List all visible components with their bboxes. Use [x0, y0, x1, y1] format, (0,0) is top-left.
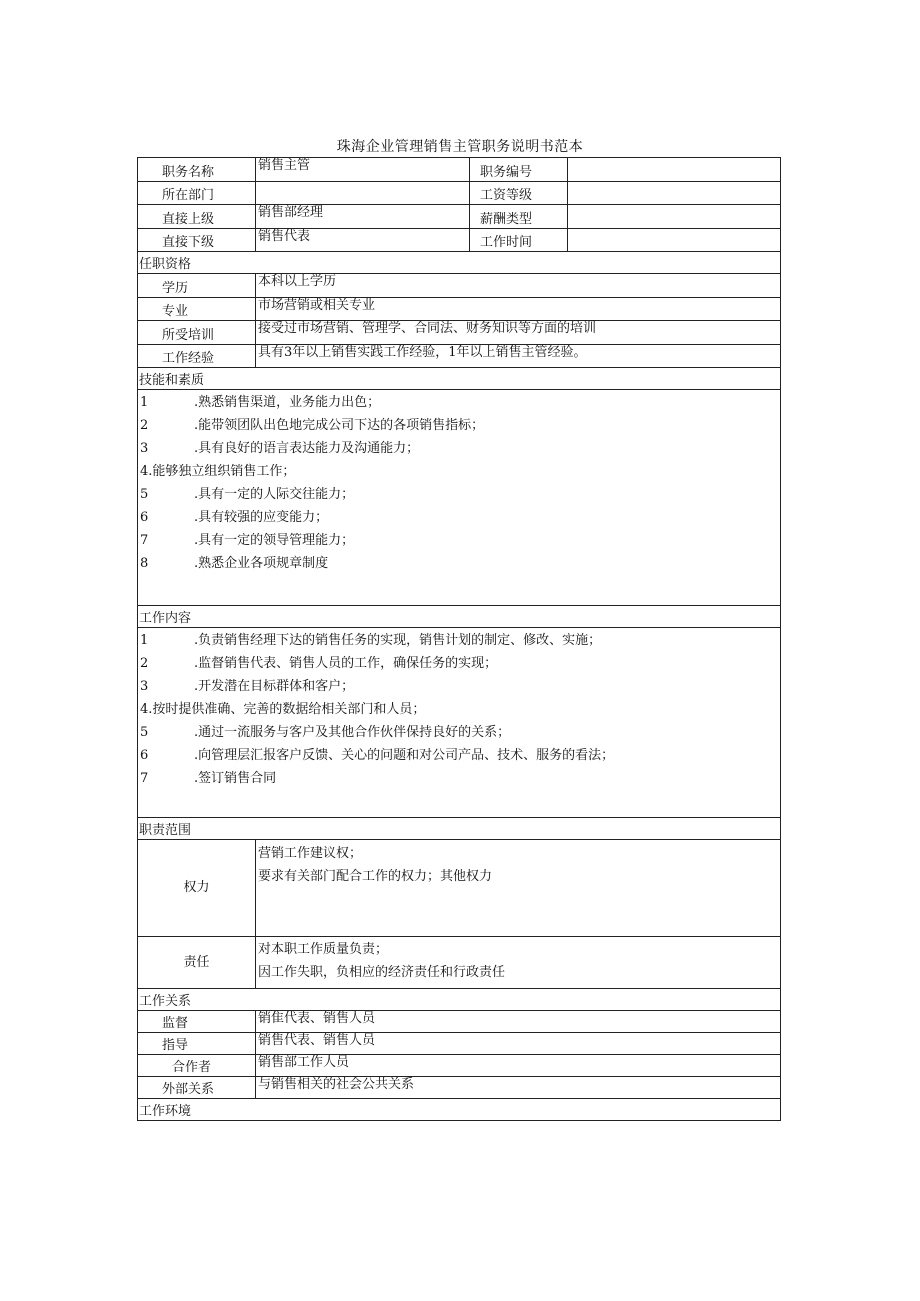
item-text: .负责销售经理下达的销售任务的实现，销售计划的制定、修改、实施；	[194, 633, 602, 648]
list-item	[140, 744, 778, 767]
item-text: .能带领团队出色地完成公司下达的各项销售指标；	[194, 418, 485, 433]
scope-heading: 职责范围	[138, 818, 781, 840]
list-item	[140, 460, 778, 483]
item-number: 4	[140, 702, 149, 717]
basic-label: 薪酬类型	[470, 205, 568, 229]
qualification-value: 本科以上学历	[256, 274, 781, 298]
item-text: .熟悉企业各项规章制度	[194, 556, 329, 571]
item-text: .向管理层汇报客户反馈、关心的问题和对公司产品、技术、服务的看法；	[194, 748, 615, 763]
list-item	[140, 437, 778, 460]
list-item	[140, 721, 778, 744]
duties-row	[138, 628, 781, 818]
responsibility-value	[256, 937, 781, 989]
relation-label: 指导	[138, 1033, 256, 1055]
relation-row	[138, 1077, 781, 1099]
qualification-row	[138, 345, 781, 368]
item-text: .通过一流服务与客户及其他合作伙伴保持良好的关系；	[194, 725, 511, 740]
authority-line: 要求有关部门配合工作的权力；其他权力	[258, 869, 493, 884]
relation-value: 销隹代表、销售人员	[256, 1011, 781, 1033]
item-text: .按时提供准确、完善的数据给相关部门和人员；	[148, 702, 426, 717]
basic-row	[138, 158, 781, 182]
item-text: .具有良好的语言表达能力及沟通能力；	[194, 441, 420, 456]
relation-value: 销售代表、销售人员	[256, 1033, 781, 1055]
relations-heading: 工作关系	[138, 989, 781, 1011]
basic-label: 工资等级	[470, 182, 568, 205]
list-item	[140, 483, 778, 506]
list-item	[140, 698, 778, 721]
responsibility-label: 责任	[138, 937, 256, 989]
qualification-label: 所受培训	[138, 321, 256, 345]
duties-list	[138, 628, 781, 818]
skills-row	[138, 390, 781, 606]
basic-value	[568, 182, 781, 205]
qualification-row	[138, 274, 781, 298]
authority-value	[256, 840, 781, 937]
relation-row	[138, 1055, 781, 1077]
basic-label: 所在部门	[138, 182, 256, 205]
basic-label: 职务编号	[470, 158, 568, 182]
qualification-value: 接受过市场营销、管理学、合同法、财务知识等方面的培训	[256, 321, 781, 345]
item-number: 6	[140, 748, 149, 763]
qualifications-heading: 任职资格	[138, 252, 781, 274]
item-text: .具有一定的领导管理能力；	[194, 533, 355, 548]
basic-value: 销售代表	[256, 229, 470, 252]
duties-heading: 工作内容	[138, 606, 781, 628]
item-number: 7	[140, 771, 149, 786]
list-item	[140, 414, 778, 437]
section-heading-row	[138, 989, 781, 1011]
list-item	[140, 391, 778, 414]
responsibility-row	[138, 937, 781, 989]
basic-value	[568, 205, 781, 229]
basic-value: 销售部经理	[256, 205, 470, 229]
list-item	[140, 529, 778, 552]
basic-label: 直接上级	[138, 205, 256, 229]
skills-list	[138, 390, 781, 606]
item-number: 4	[140, 464, 149, 479]
basic-value	[256, 182, 470, 205]
item-text: .开发潜在目标群体和客户；	[194, 679, 355, 694]
basic-value	[568, 158, 781, 182]
authority-row	[138, 840, 781, 937]
item-number: 3	[140, 441, 149, 456]
item-number: 7	[140, 533, 149, 548]
list-item	[140, 629, 778, 652]
qualification-value: 具有3年以上销售实践工作经验，1年以上销售主管经验。	[256, 345, 781, 368]
environment-heading: 工作环境	[138, 1099, 781, 1121]
document-title: 珠海企业管理销售主管职务说明书范本	[336, 139, 584, 155]
authority-line: 营销工作建议权；	[258, 846, 363, 861]
relation-value: 与销售相关的社会公共关系	[256, 1077, 781, 1099]
relation-label: 合作者	[138, 1055, 256, 1077]
skills-heading: 技能和素质	[138, 368, 781, 390]
basic-value: 销售主管	[256, 158, 470, 182]
responsibility-line: 对本职工作质量负责；	[258, 942, 389, 957]
item-number: 2	[140, 418, 149, 433]
responsibility-line: 因工作失职，负相应的经济责任和行政责任	[258, 965, 506, 980]
item-text: .具有一定的人际交往能力；	[194, 487, 355, 502]
item-number: 6	[140, 510, 149, 525]
item-text: .熟悉销售渠道，业务能力出色；	[194, 395, 381, 410]
authority-label: 权力	[138, 840, 256, 937]
relation-label: 监督	[138, 1011, 256, 1033]
item-text: .监督销售代表、销售人员的工作，确保任务的实现；	[194, 656, 498, 671]
section-heading-row	[138, 368, 781, 390]
qualification-label: 学历	[138, 274, 256, 298]
list-item	[140, 552, 778, 575]
qualification-label: 专业	[138, 298, 256, 321]
relation-row	[138, 1033, 781, 1055]
qualification-value: 市场营销或相关专业	[256, 298, 781, 321]
item-number: 5	[140, 487, 149, 502]
basic-row	[138, 182, 781, 205]
section-heading-row	[138, 818, 781, 840]
item-number: 8	[140, 556, 149, 571]
item-text: .具有较强的应变能力；	[194, 510, 329, 525]
basic-value	[568, 229, 781, 252]
item-number: 1	[140, 395, 149, 410]
item-number: 2	[140, 656, 149, 671]
qualification-row	[138, 321, 781, 345]
list-item	[140, 506, 778, 529]
relation-value: 销售部工作人员	[256, 1055, 781, 1077]
item-text: .签订销售合同	[194, 771, 277, 786]
item-text: .能够独立组织销售工作；	[148, 464, 296, 479]
basic-label: 直接下级	[138, 229, 256, 252]
relation-row	[138, 1011, 781, 1033]
qualification-row	[138, 298, 781, 321]
list-item	[140, 767, 778, 790]
list-item	[140, 652, 778, 675]
basic-label: 职务名称	[138, 158, 256, 182]
relation-label: 外部关系	[138, 1077, 256, 1099]
item-number: 1	[140, 633, 149, 648]
qualification-label: 工作经验	[138, 345, 256, 368]
section-heading-row	[138, 252, 781, 274]
list-item	[140, 675, 778, 698]
section-heading-row	[138, 606, 781, 628]
basic-label: 工作时间	[470, 229, 568, 252]
basic-row	[138, 229, 781, 252]
item-number: 5	[140, 725, 149, 740]
section-heading-row	[138, 1099, 781, 1121]
item-number: 3	[140, 679, 149, 694]
basic-row	[138, 205, 781, 229]
job-description-table	[137, 157, 781, 1121]
